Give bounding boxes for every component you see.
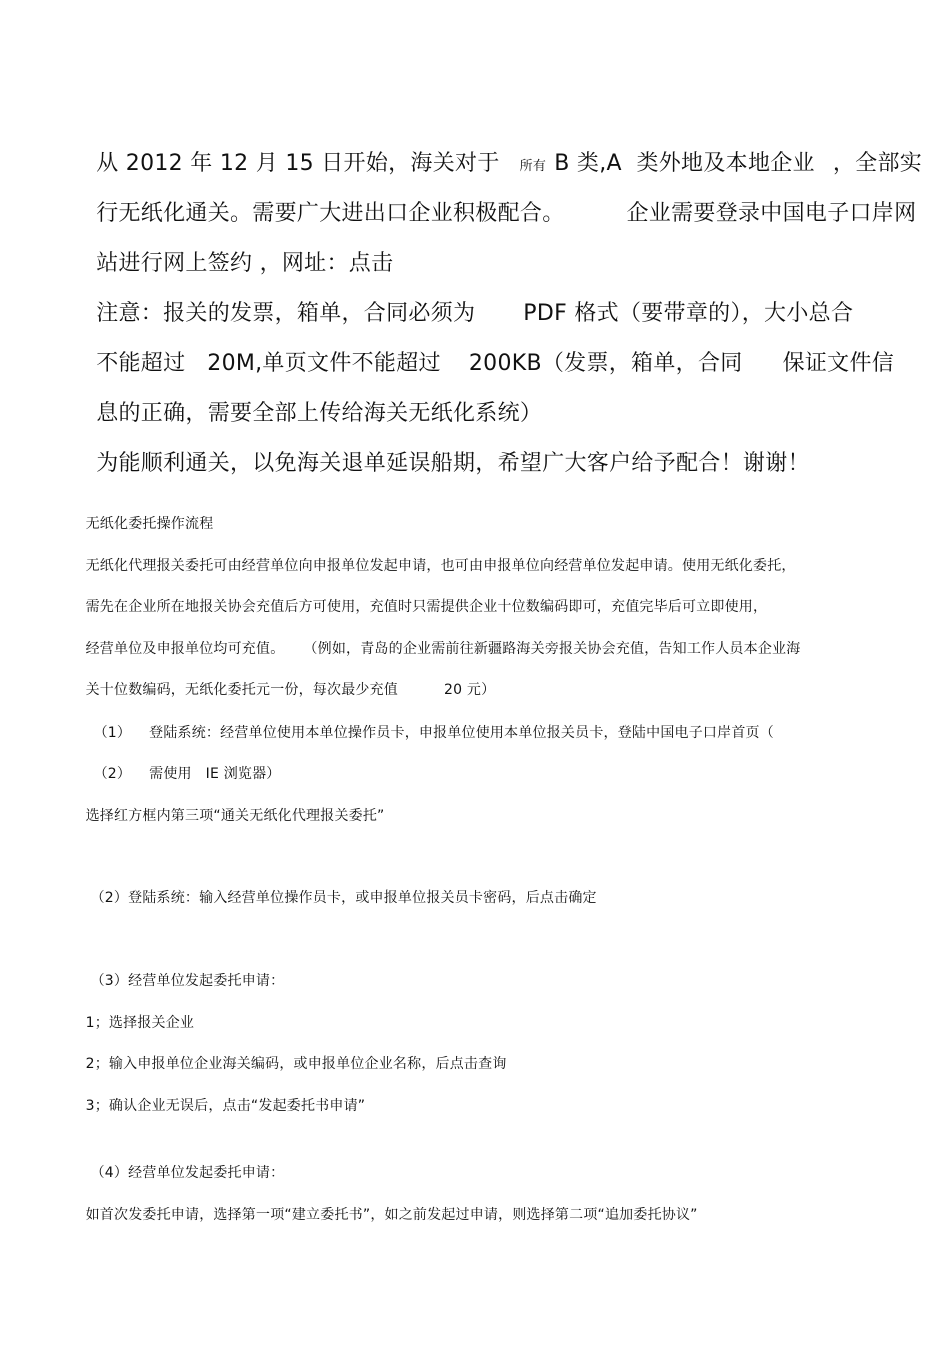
notice-text: 200KB（发票，箱单，合同 [468,351,743,376]
process-text: 选择红方框内第三项“通关无纸化代理报关委托” [85,808,385,824]
process-title [67,503,213,545]
process-line [72,960,284,1002]
notice-text: 注意：报关的发票，箱单，合同必须为 [96,301,476,326]
step-text: 登陆系统：经营单位使用本单位操作员卡，申报单位使用本单位报关员卡，登陆中国电子口岸首页（ [149,725,774,741]
notice-text: ，全部实 [832,151,923,176]
notice-text: 站进行网上签约 ，网址：点击 [96,251,394,276]
process-paragraph-line [67,545,796,587]
process-line [67,1085,365,1127]
step-text: 需使用 IE 浏览器） [149,766,281,782]
step-number: （2） [93,766,132,782]
process-text: 如首次发委托申请，选择第一项“建立委托书”，如之前发起过申请，则选择第二项“追加委托协议” [85,1207,698,1223]
process-text: 20 元） [444,682,496,698]
process-line [67,795,385,837]
process-line [72,1152,284,1194]
process-text: 需先在企业所在地报关协会充值后方可使用，充值时只需提供企业十位数编码即可，充值完毕后可立即使用， [85,599,768,615]
process-paragraph-line [67,628,800,670]
notice-text: 保证文件信 [782,351,895,376]
step-1-line [75,712,774,754]
notice-text: 行无纸化通关。需要广大进出口企业积极配合。 [96,201,565,226]
notice-text: 为能顺利通关，以免海关退单延误船期，希望广大客户给予配合！谢谢！ [96,451,810,476]
step-2-line [75,753,281,795]
process-text: 经营单位及申报单位均可充值。 [85,641,285,657]
notice-text: PDF 格式（要带章的），大小总合 [523,301,854,326]
step-number: （1） [93,725,132,741]
notice-text: 企业需要登录中国电子口岸网 [626,201,917,226]
process-line [67,1194,698,1236]
process-line [67,1043,507,1085]
process-paragraph-line [67,586,767,628]
notice-text: 不能超过 20M,单页文件不能超过 [96,351,441,376]
process-text: （2）登陆系统：输入经营单位操作员卡，或申报单位报关员卡密码，后点击确定 [90,890,597,906]
notice-text-small: 所有 [519,159,547,174]
process-text: 关十位数编码，无纸化委托元一份，每次最少充值 [85,682,399,698]
notice-line-7 [67,431,810,497]
process-title-text: 无纸化委托操作流程 [85,516,214,532]
process-line [67,1002,194,1044]
process-text: 3；确认企业无误后，点击“发起委托书申请” [85,1098,366,1114]
process-text: 无纸化代理报关委托可由经营单位向申报单位发起申请，也可由申报单位向经营单位发起申请。使用无纸化委托， [85,558,796,574]
process-line [72,877,597,919]
notice-text: B 类,A 类外地及本地企业 [554,151,815,176]
process-text: 1；选择报关企业 [85,1015,195,1031]
process-text: （3）经营单位发起委托申请： [90,973,285,989]
notice-text: 从 2012 年 12 月 15 日开始，海关对于 [96,151,500,176]
process-text: 2；输入申报单位企业海关编码，或申报单位企业名称，后点击查询 [85,1056,507,1072]
process-paragraph-line [67,669,495,711]
process-text: （例如，青岛的企业需前往新疆路海关旁报关协会充值，告知工作人员本企业海 [310,641,801,657]
notice-text: 息的正确，需要全部上传给海关无纸化系统） [96,401,543,426]
process-text: （4）经营单位发起委托申请： [90,1165,285,1181]
